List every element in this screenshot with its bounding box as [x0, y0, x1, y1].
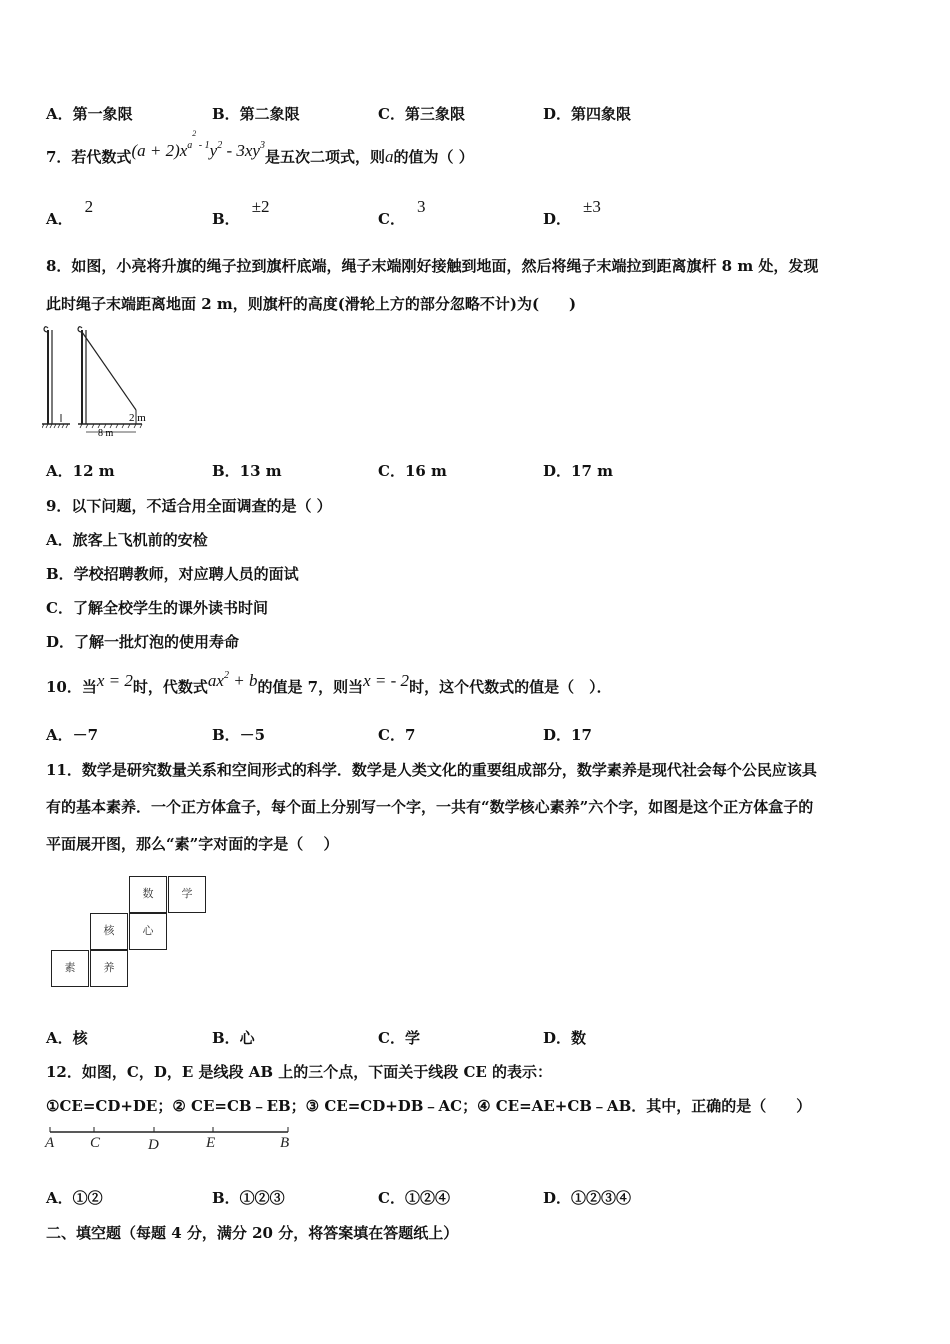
cube-cell: 养	[90, 950, 128, 987]
q12-option-c: C．①②④	[378, 1189, 450, 1207]
q10-option-c: C．7	[378, 726, 416, 744]
q7-prefix: 7．若代数式	[46, 148, 132, 166]
cube-cell: 心	[129, 913, 167, 950]
q12-statements: ①CE=CD+DE；② CE=CB﹣EB；③ CE=CD+DB﹣AC；④ CE=AE+CB﹣AB．其中，正确的是（ ）	[46, 1097, 812, 1115]
cube-cell: 学	[168, 876, 206, 913]
q10-option-b: B．－5	[212, 726, 266, 744]
q10-option-d: D．17	[543, 726, 592, 744]
q10-expression: $ax^2 + b$	[207, 670, 258, 690]
point-a: A	[45, 1135, 55, 1151]
q11-stem-line3: 平面展开图，那么“素”字对面的字是（ ）	[46, 835, 339, 853]
flagpole-figure	[42, 322, 162, 442]
point-e: E	[206, 1135, 216, 1151]
segment-figure	[44, 1124, 300, 1152]
section-title: 二、填空题（每题 4 分，满分 20 分，将答案填在答题纸上）	[46, 1224, 459, 1242]
q8-option-b: B．13 m	[212, 462, 282, 480]
q11-option-d: D．数	[543, 1029, 587, 1047]
q11-stem-line1: 11．数学是研究数量关系和空间形式的科学．数学是人类文化的重要组成部分，数学素养是现代社会每个公民应该具	[46, 761, 817, 779]
q11-option-a: A．核	[46, 1029, 88, 1047]
q6-option-d: D．第四象限	[543, 105, 632, 123]
q12-stem: 12．如图，C，D，E 是线段 AB 上的三个点，下面关于线段 CE 的表示：	[46, 1063, 553, 1081]
q7-variable: a	[384, 147, 394, 166]
cube-cell: 核	[90, 913, 128, 950]
q7-expression: $(a + 2)x^{a^2 - 1}y^2 - 3xy^3$	[131, 129, 265, 160]
q11-option-c: C．学	[378, 1029, 420, 1047]
q9-option-c: C．了解全校学生的课外读书时间	[46, 599, 268, 617]
q10-stem: 10．当x = 2时，代数式$ax^2 + b$的值是 7，则当x = - 2时，这个代数式的值是（ ）．	[46, 670, 612, 696]
point-c: C	[90, 1135, 101, 1151]
q7-end: 的值为（ ）	[393, 148, 474, 166]
q10-option-a: A．－7	[46, 726, 99, 744]
figure-label-8m: 8 m	[98, 428, 114, 439]
q10-condition-2: x = - 2	[363, 671, 410, 690]
q6-option-c: C．第三象限	[378, 105, 465, 123]
q12-option-d: D．①②③④	[543, 1189, 632, 1207]
q7-option-b: B．±2	[212, 197, 270, 228]
q8-option-c: C．16 m	[378, 462, 447, 480]
q7-stem	[46, 129, 474, 167]
q8-stem-line1: 8．如图，小亮将升旗的绳子拉到旗杆底端，绳子末端刚好接触到地面，然后将绳子末端拉到距离旗杆 8 m 处，发现	[46, 257, 819, 275]
q9-stem: 9．以下问题，不适合用全面调查的是（ ）	[46, 497, 332, 515]
point-b: B	[280, 1135, 290, 1151]
q12-option-a: A．①②	[46, 1189, 103, 1207]
q7-option-d: D．±3	[543, 197, 601, 228]
q9-option-b: B．学校招聘教师，对应聘人员的面试	[46, 565, 299, 583]
q6-option-a: A．第一象限	[46, 105, 133, 123]
point-d: D	[148, 1137, 159, 1152]
q8-option-a: A．12 m	[46, 462, 115, 480]
q9-option-d: D．了解一批灯泡的使用寿命	[46, 633, 240, 651]
q8-option-d: D．17 m	[543, 462, 613, 480]
q6-option-b: B．第二象限	[212, 105, 300, 123]
figure-label-2m: 2 m	[129, 412, 146, 424]
q8-stem-line2: 此时绳子末端距离地面 2 m，则旗杆的高度(滑轮上方的部分忽略不计)为( )	[46, 295, 577, 313]
q7-option-a: A．2	[46, 197, 94, 228]
q11-option-b: B．心	[212, 1029, 255, 1047]
cube-cell: 数	[129, 876, 167, 913]
q12-option-b: B．①②③	[212, 1189, 285, 1207]
q7-option-c: C．3	[378, 197, 426, 228]
q10-condition-1: x = 2	[96, 671, 133, 690]
q9-option-a: A．旅客上飞机前的安检	[46, 531, 208, 549]
q11-stem-line2: 有的基本素养．一个正方体盒子，每个面上分别写一个字，一共有“数学核心素养”六个字，如图是这个正方体盒子的	[46, 798, 814, 816]
q7-middle: 是五次二项式，则	[264, 148, 385, 166]
cube-cell: 素	[51, 950, 89, 987]
